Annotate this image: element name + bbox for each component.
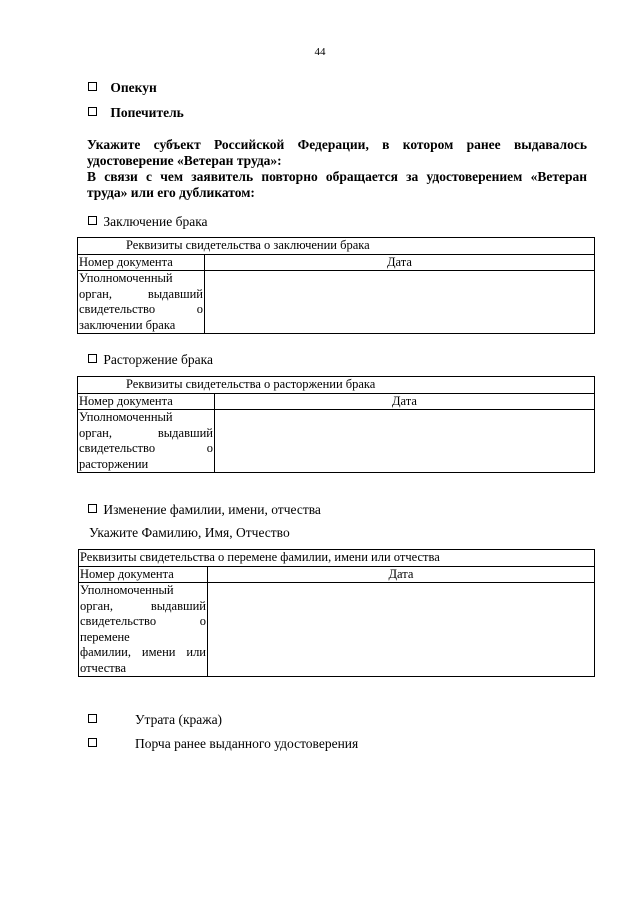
marriage-date-label: Дата [205,254,595,271]
option-loss-label: Утрата (кража) [135,712,223,727]
option-marriage-label: Заключение брака [103,214,208,229]
checkbox-name-change[interactable] [88,504,97,513]
divorce-table-title: Реквизиты свидетельства о расторжении брака [78,377,595,394]
divorce-doc-number-label: Номер документа [78,393,215,410]
option-loss[interactable] [88,712,223,728]
option-marriage[interactable] [88,214,208,230]
name-change-issuer-value[interactable] [208,583,595,677]
name-change-date-label: Дата [208,566,595,583]
marriage-doc-number-label: Номер документа [78,254,205,271]
checkbox-trustee[interactable] [88,107,97,116]
name-change-issuer-label: Уполномоченный орган, выдавший свидетельство о перемене фамилии, имени или отчества [80,583,206,675]
option-divorce-label: Расторжение брака [103,352,214,367]
checkbox-loss[interactable] [88,714,97,723]
marriage-issuer-label: Уполномоченный орган, выдавший свидетельство о заключении брака [79,271,203,332]
instruction-reason: В связи с чем заявитель повторно обращается за удостоверением «Ветеран труда» или его дубликатом: [87,169,587,200]
marriage-table-title: Реквизиты свидетельства о заключении брака [78,238,595,255]
option-name-change-label: Изменение фамилии, имени, отчества [103,502,321,517]
name-change-table-title: Реквизиты свидетельства о перемене фамилии, имени или отчества [79,550,595,567]
name-change-table [78,549,595,677]
checkbox-guardian[interactable] [88,82,97,91]
option-name-change[interactable] [88,502,321,518]
marriage-issuer-value[interactable] [205,271,595,334]
option-guardian-label: Опекун [110,80,157,95]
checkbox-damage[interactable] [88,738,97,747]
option-trustee[interactable] [88,105,184,121]
option-divorce[interactable] [88,352,213,368]
option-trustee-label: Попечитель [110,105,184,120]
option-guardian[interactable] [88,80,157,96]
page-number: 44 [314,46,326,58]
option-damage-label: Порча ранее выданного удостоверения [135,736,359,751]
divorce-table [77,376,595,473]
divorce-issuer-value[interactable] [215,410,595,473]
marriage-table [77,237,595,334]
checkbox-divorce[interactable] [88,354,97,363]
divorce-date-label: Дата [215,393,595,410]
checkbox-marriage[interactable] [88,216,97,225]
option-damage[interactable] [88,736,359,752]
name-change-prompt: Укажите Фамилию, Имя, Отчество [89,525,290,540]
name-change-doc-number-label: Номер документа [79,566,208,583]
instruction-region: Укажите субъект Российской Федерации, в котором ранее выдавалось удостоверение «Ветеран труда»: [87,137,587,168]
divorce-issuer-label: Уполномоченный орган, выдавший свидетельство о расторжении [79,410,213,471]
